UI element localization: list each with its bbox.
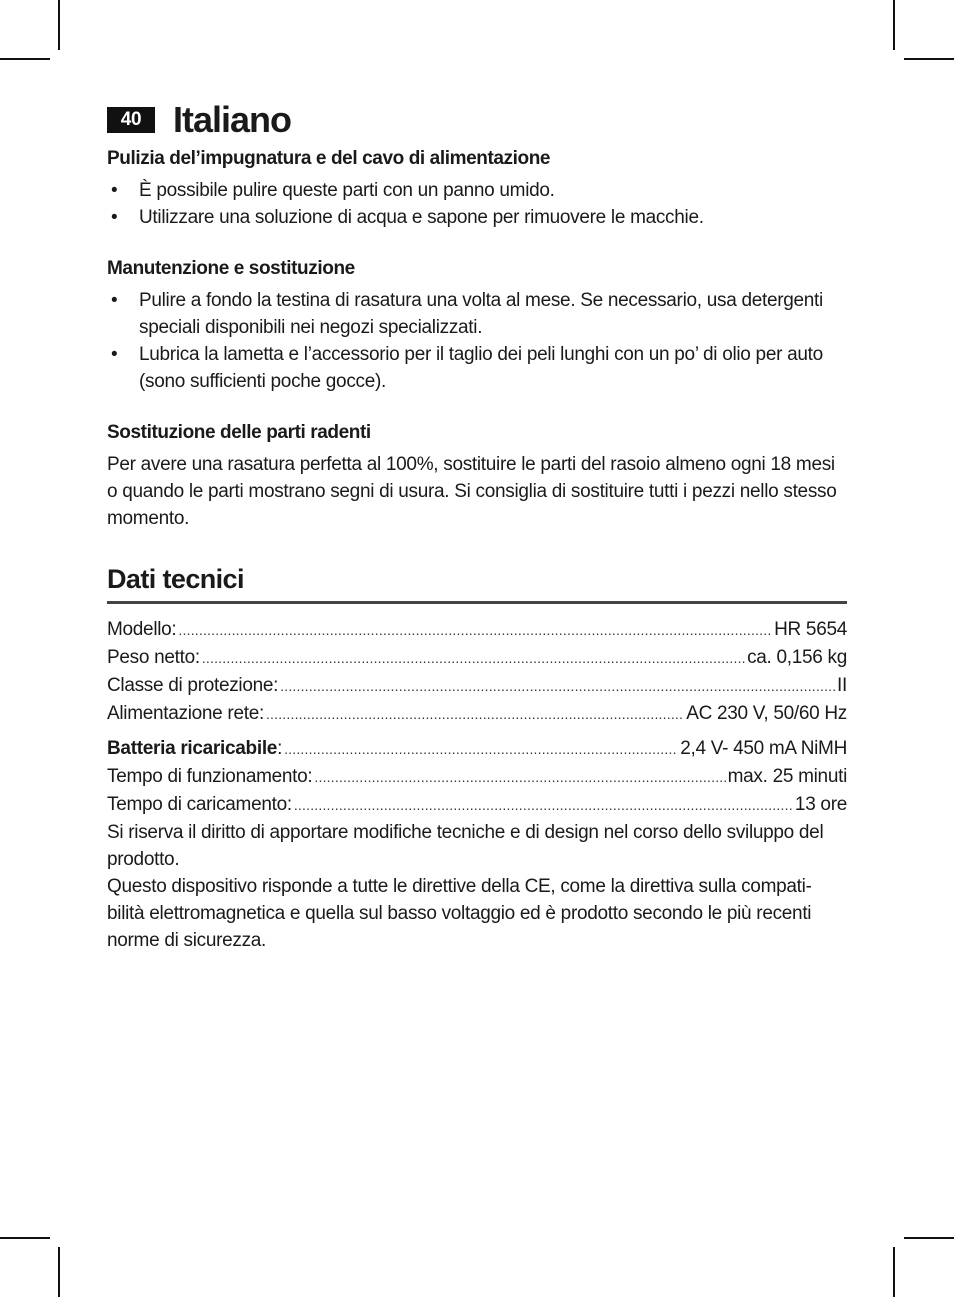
spec-row <box>107 763 847 791</box>
spec-label: Alimentazione rete: <box>107 703 264 724</box>
spec-label: Tempo di funzionamento: <box>107 766 313 787</box>
page-number: 40 <box>107 107 155 133</box>
crop-mark <box>904 1237 954 1239</box>
list-item: • Utilizzare una soluzione di acqua e sapone per rimuovere le macchie. <box>107 204 847 231</box>
spec-row-battery <box>107 735 847 763</box>
cleaning-heading: Pulizia del’impugnatura e del cavo di alimentazione <box>107 148 551 169</box>
spec-label: Batteria ricaricabile <box>107 738 278 759</box>
list-item: • Lubrica la lametta e l’accessorio per il taglio dei peli lunghi con un po’ di olio per auto (sono sufficienti poche gocce). <box>107 341 847 395</box>
spec-value: 13 ore <box>794 794 847 815</box>
list-item: • È possibile pulire queste parti con un panno umido. <box>107 177 847 204</box>
leader-dots <box>266 701 684 728</box>
leader-dots <box>280 673 835 700</box>
spec-table <box>107 616 847 819</box>
leader-dots <box>284 736 678 763</box>
leader-dots <box>178 617 772 644</box>
ce-compliance-note: Questo dispositivo risponde a tutte le direttive della CE, come la direttiva sulla compati-bilità elettromagnetica e quella sul basso voltaggio ed è prodotto secondo le più recenti norme di sicurezza. <box>107 876 812 951</box>
crop-mark <box>58 0 60 50</box>
spec-value: AC 230 V, 50/60 Hz <box>686 703 847 724</box>
replacement-text: Per avere una rasatura perfetta al 100%, sostituire le parti del rasoio almeno ogni 18 mesi o quando le parti mostrano segni di usura. Si consiglia di sostituire tutti i pezzi nello stesso momento. <box>107 454 837 529</box>
crop-mark <box>0 1237 50 1239</box>
spec-row <box>107 791 847 819</box>
leader-dots <box>314 764 725 791</box>
spec-row <box>107 644 847 672</box>
spec-label: Tempo di caricamento: <box>107 794 292 815</box>
tech-data-heading: Dati tecnici <box>107 564 847 604</box>
spec-value: 2,4 V- 450 mA NiMH <box>680 738 847 759</box>
spec-label-colon: : <box>277 738 283 759</box>
crop-mark <box>904 58 954 60</box>
spec-value: ca. 0,156 kg <box>747 647 847 668</box>
spec-row <box>107 672 847 700</box>
language-title: Italiano <box>173 99 292 140</box>
spec-value: max. 25 minuti <box>727 766 847 787</box>
page-content <box>107 100 847 954</box>
leader-dots <box>294 792 793 819</box>
spec-label: Peso netto: <box>107 647 200 668</box>
crop-mark <box>893 1247 895 1297</box>
spec-row <box>107 616 847 644</box>
cleaning-list <box>107 177 847 231</box>
crop-mark <box>0 58 50 60</box>
maintenance-heading: Manutenzione e sostituzione <box>107 258 355 279</box>
crop-mark <box>893 0 895 50</box>
maintenance-list <box>107 287 847 395</box>
replacement-heading: Sostituzione delle parti radenti <box>107 422 371 443</box>
spec-value: II <box>837 675 847 696</box>
leader-dots <box>202 645 745 672</box>
spec-value: HR 5654 <box>774 619 847 640</box>
spec-label: Classe di protezione: <box>107 675 279 696</box>
list-item: • Pulire a fondo la testina di rasatura una volta al mese. Se necessario, usa detergenti speciali disponibili nei negozi specializzati. <box>107 287 847 341</box>
design-change-note: Si riserva il diritto di apportare modifiche tecniche e di design nel corso dello sviluppo del prodotto. <box>107 822 824 870</box>
crop-mark <box>58 1247 60 1297</box>
spec-label: Modello: <box>107 619 177 640</box>
language-header <box>107 100 847 140</box>
spec-row <box>107 700 847 728</box>
